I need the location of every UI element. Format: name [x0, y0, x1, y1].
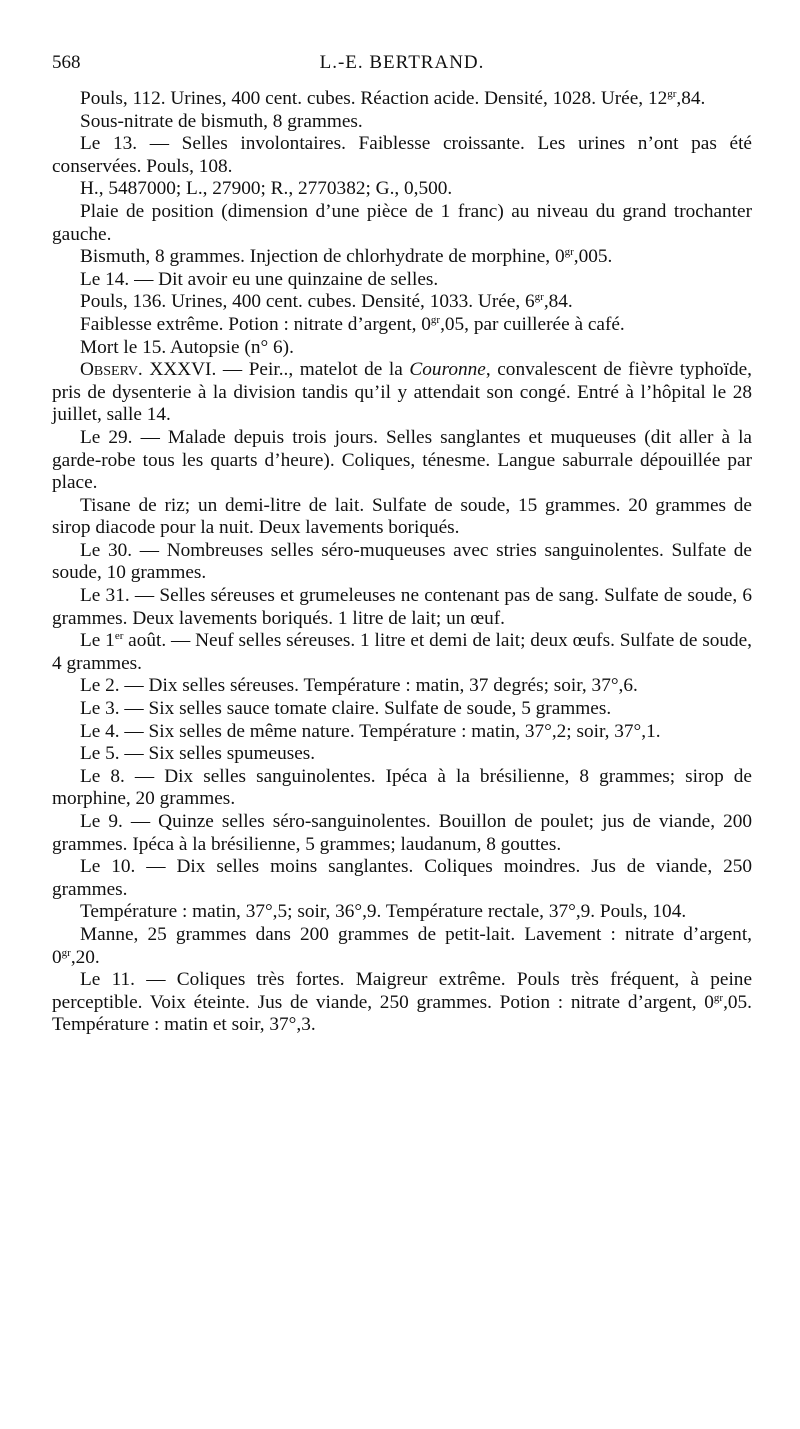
paragraph: H., 5487000; L., 27900; R., 2770382; G., 0,500.	[80, 178, 453, 200]
paragraph: Le 30. — Nombreuses selles séro-muqueuses avec stries sanguinolentes. Sulfate de soude, 10 grammes.	[52, 539, 752, 584]
paragraph: Pouls, 136. Urines, 400 cent. cubes. Densité, 1033. Urée, $6^{gr},84$.	[80, 291, 573, 313]
page-header	[52, 52, 752, 78]
paragraph: Bismuth, 8 grammes. Injection de chlorhydrate de morphine, $0^{gr},005$.	[80, 246, 613, 268]
paragraph: Faiblesse extrême. Potion : nitrate d’argent, $0^{gr},05$, par cuillerée à café.	[80, 313, 625, 335]
paragraph: Le 1er août. — Neuf selles séreuses. 1 litre et demi de lait; deux œufs. Sulfate de soude, 4 grammes.	[52, 630, 753, 674]
paragraph: Pouls, 112. Urines, 400 cent. cubes. Réaction acide. Densité, 1028. Urée, $12^{gr},84$.	[80, 88, 706, 109]
paragraph: Le 2. — Dix selles séreuses. Température : matin, 37 degrés; soir, 37°,6.	[80, 675, 638, 697]
paragraph: Sous-nitrate de bismuth, 8 grammes.	[80, 110, 363, 132]
paragraph: Le 14. — Dit avoir eu une quinzaine de selles.	[80, 268, 439, 290]
paragraph: Le 9. — Quinze selles séro-sanguinolentes. Bouillon de poulet; jus de viande, 200 grammes. Ipéca à la brésilienne, 5 grammes; laudanum, 8 gouttes.	[52, 811, 752, 855]
paragraph: Le 8. — Dix selles sanguinolentes. Ipéca à la brésilienne, 8 grammes; sirop de morphine, 20 grammes.	[52, 765, 752, 810]
paragraph: Le 31. — Selles séreuses et grumeleuses ne contenant pas de sang. Sulfate de soude, 6 grammes. Deux lavements boriqués. 1 litre de lait; un œuf.	[52, 585, 752, 629]
paragraph: Plaie de position (dimension d’une pièce de 1 franc) au niveau du grand trochanter gauche.	[52, 200, 752, 245]
body-text	[52, 88, 752, 1037]
paragraph: Le 5. — Six selles spumeuses.	[80, 743, 316, 765]
paragraph: Le 10. — Dix selles moins sanglantes. Coliques moindres. Jus de viande, 250 grammes.	[52, 856, 752, 900]
paragraph: Le 4. — Six selles de même nature. Température : matin, 37°,2; soir, 37°,1.	[80, 720, 661, 742]
page-number: 568	[52, 52, 81, 73]
running-head: L.-E. BERTRAND.	[319, 52, 485, 73]
paragraph: Le 29. — Malade depuis trois jours. Selles sanglantes et muqueuses (dit aller à la garde-robe tous les quarts d’heure). Coliques, ténesme. Langue saburrale dépouillée par place.	[52, 426, 752, 494]
paragraph: Le 13. — Selles involontaires. Faiblesse croissante. Les urines n’ont pas été conservées. Pouls, 108.	[52, 133, 752, 177]
paragraph: Tisane de riz; un demi-litre de lait. Sulfate de soude, 15 grammes. 20 grammes de sirop diacode pour la nuit. Deux lavements boriqués.	[52, 494, 752, 539]
paragraph: Le 3. — Six selles sauce tomate claire. Sulfate de soude, 5 grammes.	[80, 698, 612, 720]
paragraph: Température : matin, 37°,5; soir, 36°,9. Température rectale, 37°,9. Pouls, 104.	[80, 901, 687, 923]
paragraph: Mort le 15. Autopsie (n° 6).	[80, 336, 294, 358]
paragraph: Manne, 25 grammes dans 200 grammes de petit-lait. Lavement : nitrate d’argent, $0^{gr},20$.	[52, 923, 752, 968]
paragraph: Observ. XXXVI. — Peir.., matelot de la Couronne, convalescent de fièvre typhoïde, pris de dysenterie à la division tandis qu’il y attendait son congé. Entré à l’hôpital le 28 juillet, salle 14.	[52, 359, 752, 426]
paragraph: Le 11. — Coliques très fortes. Maigreur extrême. Pouls très fréquent, à peine perceptible. Voix éteinte. Jus de viande, 250 grammes. Potion : nitrate d’argent, $0^{gr},05$. Température : matin et soir, 37°,3.	[52, 969, 752, 1036]
